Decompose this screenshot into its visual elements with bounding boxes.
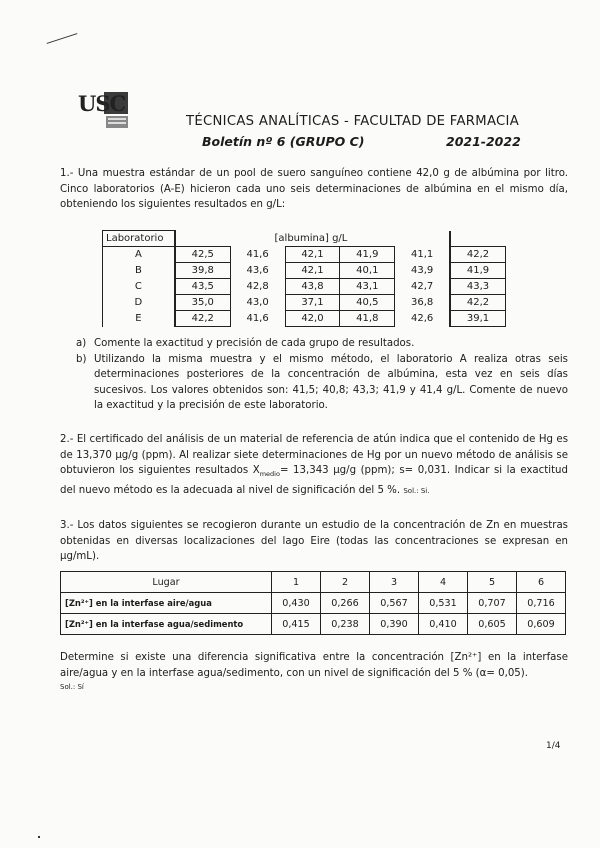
albumin-value: 41,1 (411, 249, 434, 260)
zinc-table (60, 571, 566, 635)
zinc-header-lugar: Lugar (61, 572, 272, 593)
scan-mark (47, 33, 78, 44)
zinc-value: 0,266 (321, 593, 370, 614)
albumin-value: 40,5 (340, 295, 395, 311)
zinc-col-3: 3 (370, 572, 419, 593)
zinc-value: 0,609 (517, 614, 566, 635)
albumin-value: 40,1 (340, 263, 395, 279)
albumin-value: 42,7 (411, 281, 434, 292)
q3-question-text: Determine si existe una diferencia significativa entre la concentración [Zn²⁺] en la interfase aire/agua y en la interfase agua/sedimento, con un nivel de significación del 5 % (α= 0,05). (60, 652, 568, 679)
q1-item-a (76, 336, 568, 352)
q1-item-b (76, 352, 568, 414)
zinc-value: 0,238 (321, 614, 370, 635)
albumin-value: 41,6 (246, 313, 269, 324)
logo-text: USC (78, 91, 126, 116)
albumin-value: 41,8 (340, 311, 395, 327)
item-text: Comente la exactitud y precisión de cada grupo de resultados. (94, 338, 415, 349)
albumin-value: 43,6 (246, 265, 269, 276)
albumin-row (103, 311, 506, 327)
albumin-value: 42,1 (285, 247, 340, 263)
lab-label: E (103, 311, 175, 327)
zinc-row-label: [Zn²⁺] en la interfase agua/sedimento (61, 614, 272, 635)
item-marker: a) (76, 338, 87, 349)
albumin-value: 42,5 (175, 247, 230, 263)
albumin-value: 41,9 (450, 263, 505, 279)
zinc-col-1: 1 (272, 572, 321, 593)
page-number: 1/4 (546, 741, 561, 751)
albumin-value: 42,0 (285, 311, 340, 327)
albumin-value: 43,0 (246, 297, 269, 308)
zinc-row (61, 614, 566, 635)
scan-dot (38, 836, 40, 838)
zinc-value: 0,390 (370, 614, 419, 635)
zinc-row (61, 593, 566, 614)
item-marker: b) (76, 353, 87, 365)
albumin-value: 42,2 (450, 295, 505, 311)
q3-question (60, 650, 568, 681)
albumin-value: 43,8 (285, 279, 340, 295)
q3-statement: 3.- Los datos siguientes se recogieron durante un estudio de la concentración de Zn en muestras obtenidas en diversas localizaciones del lago Eire (todas las concentraciones se expresan en µg/mL). (60, 520, 568, 562)
q2-subscript: medio (259, 470, 280, 479)
zinc-value: 0,415 (272, 614, 321, 635)
page-title: TÉCNICAS ANALÍTICAS - FACULTAD DE FARMACIA (186, 114, 520, 129)
zinc-col-4: 4 (419, 572, 468, 593)
academic-year: 2021-2022 (446, 134, 521, 149)
zinc-value: 0,707 (468, 593, 517, 614)
albumin-row (103, 247, 506, 263)
albumin-value: 41,9 (340, 247, 395, 263)
zinc-col-5: 5 (468, 572, 517, 593)
university-logo (78, 90, 130, 130)
albumin-row (103, 263, 506, 279)
zinc-value: 0,410 (419, 614, 468, 635)
albumin-value: 42,6 (411, 313, 434, 324)
q1-statement: 1.- Una muestra estándar de un pool de suero sanguíneo contiene 42,0 g de albúmina por litro. Cinco laboratorios (A-E) hicieron cada uno seis determinaciones de albúmina en el mismo día, obteniendo los siguientes resultados en g/L: (60, 168, 568, 210)
zinc-col-6: 6 (517, 572, 566, 593)
lab-label: A (103, 247, 175, 263)
albumin-value: 35,0 (175, 295, 230, 311)
lab-label: C (103, 279, 175, 295)
zinc-col-2: 2 (321, 572, 370, 593)
lab-label: B (103, 263, 175, 279)
col-header-albumina: [albumina] g/L (274, 232, 348, 244)
zinc-value: 0,567 (370, 593, 419, 614)
albumin-value: 42,2 (450, 247, 505, 263)
zinc-value: 0,430 (272, 593, 321, 614)
q1-items (76, 336, 568, 414)
albumin-value: 39,1 (450, 311, 505, 327)
zinc-value: 0,605 (468, 614, 517, 635)
q2-solution: Sol.: Si. (403, 486, 430, 495)
albumin-row (103, 279, 506, 295)
zinc-row-label: [Zn²⁺] en la interfase aire/agua (61, 593, 272, 614)
zinc-value: 0,716 (517, 593, 566, 614)
albumin-value: 37,1 (285, 295, 340, 311)
albumin-value: 43,5 (175, 279, 230, 295)
albumin-table (102, 230, 506, 327)
lab-label: D (103, 295, 175, 311)
albumin-value: 43,3 (450, 279, 505, 295)
albumin-value: 42,8 (246, 281, 269, 292)
col-header-laboratorio: Laboratorio (103, 231, 175, 247)
albumin-value: 41,6 (246, 249, 269, 260)
albumin-value: 42,1 (285, 263, 340, 279)
q2-text-a: 2.- El certificado del análisis de un material de referencia de atún indica que el contenido de Hg es de 13,370 µg/g (ppm). Al realizar siete determinaciones de Hg por un nuevo método de análisis se obtuvieron los siguientes resultados X (60, 434, 568, 476)
albumin-value: 43,1 (340, 279, 395, 295)
albumin-value: 39,8 (175, 263, 230, 279)
item-text: Utilizando la misma muestra y el mismo método, el laboratorio A realiza otras seis determinaciones posteriores de la concentración de albúmina, esta vez en seis días sucesivos. Los valores obtenidos son: 41,5; 40,8; 43,3; 41,9 y 41,4 g/L. Comente de nuevo la exactitud y la precisión de este laboratorio. (94, 353, 568, 411)
boletin-label: Boletín nº 6 (GRUPO C) (202, 134, 365, 149)
q2-statement (60, 432, 568, 499)
q2-text-b: = 13,343 µg/g (ppm); s= 0,031. Indicar si la exactitud del nuevo método es la adecuada al nivel de significación del 5 %. (60, 465, 568, 496)
zinc-value: 0,531 (419, 593, 468, 614)
albumin-row (103, 295, 506, 311)
albumin-value: 36,8 (411, 297, 434, 308)
albumin-value: 43,9 (411, 265, 434, 276)
q3-solution: Sol.: Sí (60, 683, 84, 691)
albumin-value: 42,2 (175, 311, 230, 327)
